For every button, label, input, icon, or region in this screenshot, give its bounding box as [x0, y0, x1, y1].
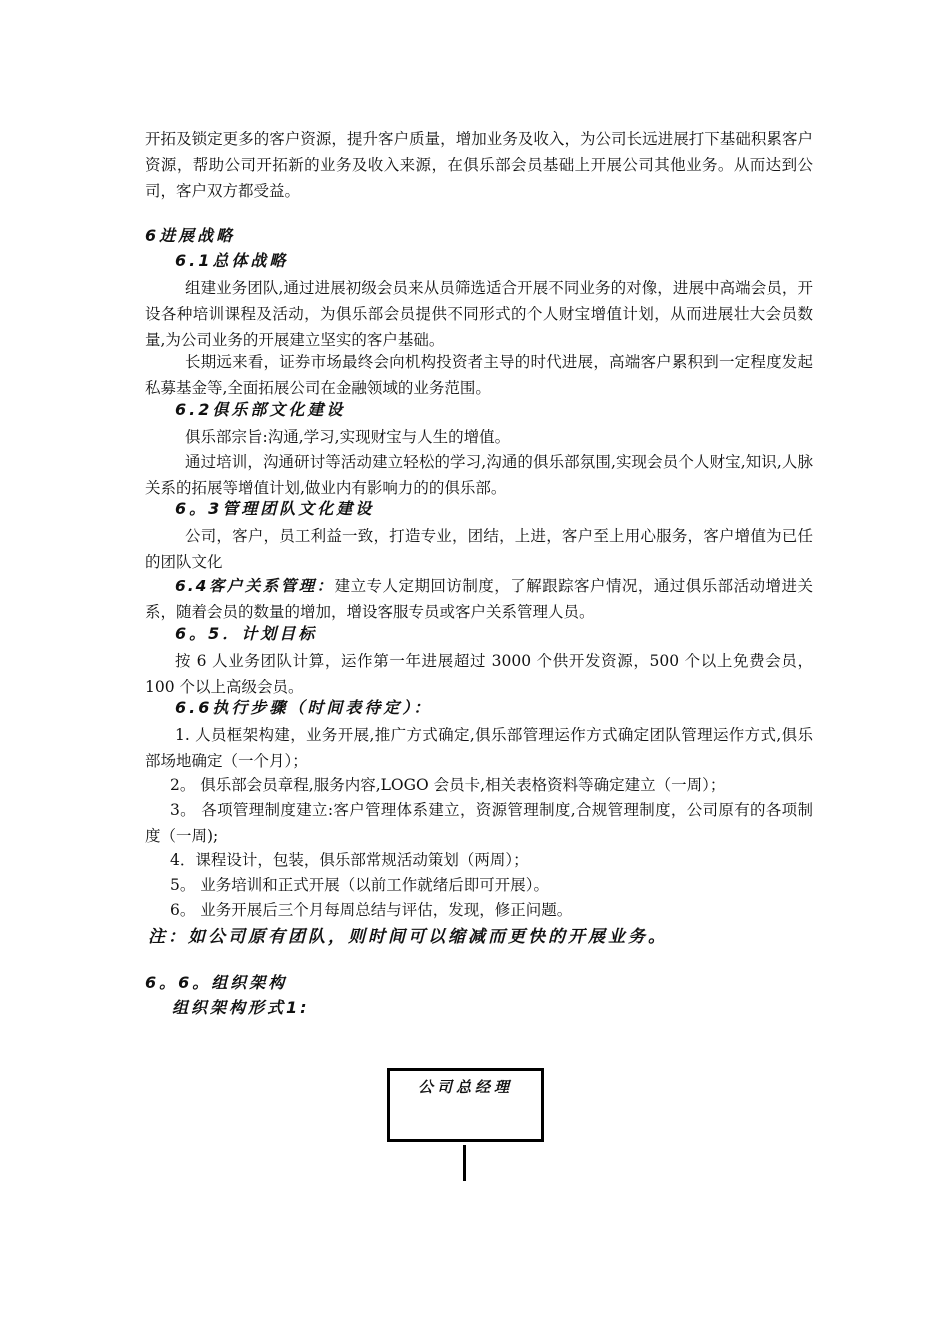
step-item: 4．课程设计，包装，俱乐部常规活动策划（两周）；: [170, 851, 529, 869]
section-6-6-heading: 6.6执行步骤（时间表待定）：: [175, 698, 433, 717]
section-6-2-para-2: 通过培训，沟通研讨等活动建立轻松的学习,沟通的俱乐部氛围,实现会员个人财宝,知识,人脉关系的拓展等增值计划,做业内有影响力的的俱乐部。: [145, 453, 813, 497]
section-6-5-para: 按 6 人业务团队计算，运作第一年进展超过 3000 个供开发资源，500 个以上免费会员，100 个以上高级会员。: [145, 652, 813, 696]
section-6-4-text: 建立专人定期回访制度，了解跟踪客户情况，通过俱乐部活动增进关系，随着会员的数量的增加，增设客服专员或客户关系管理人员。: [145, 577, 813, 621]
org-structure-subheading: 组织架构形式1:: [172, 998, 310, 1017]
section-6-1-heading: 6.1总体战略: [175, 251, 289, 270]
step-item: 1. 人员框架构建，业务开展,推广方式确定,俱乐部管理运作方式确定团队管理运作方式,俱乐部场地确定（一个月）；: [145, 726, 813, 770]
section-6-3-heading: 6。3管理团队文化建设: [175, 499, 375, 518]
section-6-2-heading: 6.2俱乐部文化建设: [175, 400, 346, 419]
section-6-3-para: 公司，客户，员工利益一致，打造专业，团结，上进，客户至上用心服务，客户增值为已任的团队文化: [145, 527, 813, 571]
section-6-2-para-1: 俱乐部宗旨:沟通,学习,实现财宝与人生的增值。: [185, 428, 511, 446]
section-6-1-para-2: 长期远来看，证券市场最终会向机构投资者主导的时代进展，高端客户累积到一定程度发起私募基金等,全面拓展公司在金融领域的业务范围。: [145, 353, 813, 397]
step-item: 6。 业务开展后三个月每周总结与评估，发现，修正问题。: [170, 901, 573, 919]
step-item: 3。 各项管理制度建立:客户管理体系建立，资源管理制度,合规管理制度，公司原有的各项制度（一周);: [145, 801, 813, 845]
org-structure-heading: 6。6。组织架构: [145, 973, 288, 992]
org-box-general-manager: [387, 1068, 544, 1142]
section-6-4-para: [145, 573, 813, 625]
org-box-label: 公司总经理: [417, 1078, 513, 1096]
section-6-1-para-1: 组建业务团队,通过进展初级会员来从员筛选适合开展不同业务的对像，进展中高端会员，开设各种培训课程及活动，为俱乐部会员提供不同形式的个人财宝增值计划，从而进展壮大会员数量,为公司业务的开展建立坚实的客户基础。: [145, 279, 813, 349]
note-text: 注：如公司原有团队，则时间可以缩减而更快的开展业务。: [148, 927, 668, 947]
step-item: 2。 俱乐部会员章程,服务内容,LOGO 会员卡,相关表格资料等确定建立（一周）；: [170, 776, 726, 794]
section-6-4-heading: 6.4客户关系管理：: [175, 577, 335, 595]
org-connector-line: [463, 1145, 466, 1181]
section-6-heading: 6进展战略: [145, 226, 236, 245]
step-item: 5。 业务培训和正式开展（以前工作就绪后即可开展）。: [170, 876, 550, 894]
section-6-5-heading: 6。5．计划目标: [175, 624, 318, 643]
intro-paragraph: 开拓及锁定更多的客户资源，提升客户质量，增加业务及收入，为公司长远进展打下基础积累客户资源，帮助公司开拓新的业务及收入来源，在俱乐部会员基础上开展公司其他业务。从而达到公司，客户双方都受益。: [145, 130, 813, 200]
